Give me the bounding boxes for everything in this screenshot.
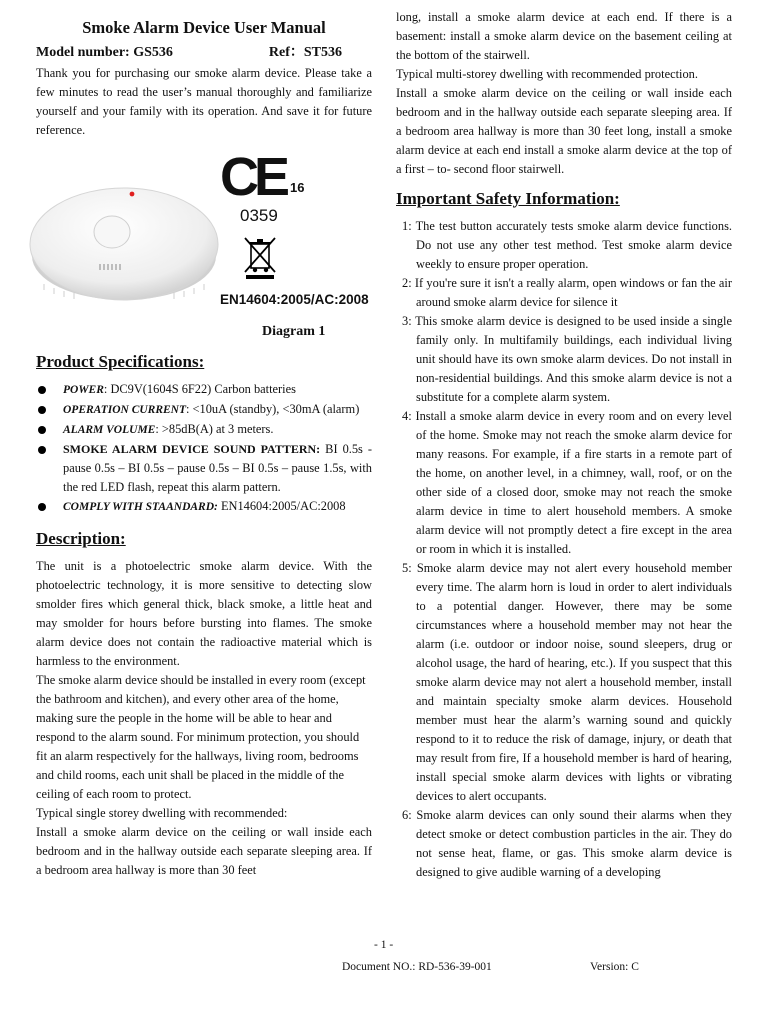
- specs-heading: Product Specifications:: [36, 352, 205, 371]
- description-paragraph: The smoke alarm device should be installed in every room (except the bathroom and kitchen), and every other area of the home, making sure the people in the home will be able to hear and respond to the alarm sound. For minimum protection, you should fit an alarm respectively for the hallways, living room, bedrooms and child rooms, each unit shall be placed in the middle of the ceiling of each room to protect.: [36, 673, 366, 801]
- spec-text: EN14604:2005/AC:2008: [217, 499, 346, 513]
- safety-item: 2: If you're sure it isn't a really alarm, open windows or fan the air around smoke alarm device for silence it: [402, 276, 732, 309]
- spec-text: : <10uA (standby), <30mA (alarm): [186, 402, 360, 416]
- right-paragraph: Typical multi-storey dwelling with recommended protection.: [396, 67, 698, 81]
- right-paragraph: Install a smoke alarm device on the ceiling or wall inside each bedroom and in the hallway outside each separate sleeping area. If a bedroom area hallway is more than 30 feet long, install a smoke alarm device at each end install a smoke alarm device at the top of a first – to- second floor stairwell.: [396, 86, 732, 176]
- spec-item: [36, 497, 372, 517]
- right-column: [396, 8, 732, 882]
- spec-item: [36, 420, 372, 440]
- spec-text: : >85dB(A) at 3 meters.: [155, 422, 274, 436]
- safety-item: 4: Install a smoke alarm device in every room and on every level of the home. Smoke may not reach the smoke alarm device for many reasons. For example, if a fire starts in a remote part of the home, on another level, in a chimney, wall, roof, or on the other side of a closed door, smoke may not reach the smoke alarm device in time to alert household members. A smoke alarm device will not promptly detect a fire except in the area or room in which it is installed.: [402, 409, 732, 556]
- spec-text: BI 0.5s - pause 0.5s – BI 0.5s – pause 0.5s – BI 0.5s – pause 1.5s, with the red LED flash, repeat this alarm pattern.: [63, 442, 373, 494]
- certification-marks: [220, 147, 380, 320]
- standard-mark: EN14604:2005/AC:2008: [220, 292, 369, 307]
- spec-label: POWER: [63, 384, 104, 396]
- right-paragraph: long, install a smoke alarm device at each end. If there is a basement: install a smoke alarm device on the basement ceiling at the bottom of the stairwell.: [396, 10, 732, 62]
- safety-heading: Important Safety Information:: [396, 189, 620, 208]
- spec-item: [36, 380, 372, 400]
- safety-list: [396, 217, 732, 882]
- left-column: [36, 8, 372, 880]
- weee-bin-icon: [242, 234, 278, 280]
- smoke-alarm-image: [24, 164, 224, 312]
- notified-body-number: 0359: [240, 206, 278, 225]
- safety-item: 3: This smoke alarm device is designed to be used inside a single family only. In multifamily buildings, each individual living unit should have its own smoke alarm devices. Do not install in non-residential buildings. And this smoke alarm device is not a substitute for a complete alarm system.: [402, 314, 732, 404]
- led-indicator: [130, 192, 135, 197]
- model-number: Model number: GS536: [36, 45, 173, 60]
- spec-label: COMPLY WITH STAANDARD:: [63, 501, 218, 513]
- description-paragraph: The unit is a photoelectric smoke alarm device. With the photoelectric technology, it is more sensitive to detecting slow smolder fires which general thick, black smoke, a little heat and may smolder for hours before bursting into flames. The smoke alarm device does not contain the radioactive material which is harmless to the environment.: [36, 559, 372, 668]
- specs-list: [36, 380, 372, 517]
- product-figure: [36, 147, 372, 340]
- spec-text: : DC9V(1604S 6F22) Carbon batteries: [103, 382, 296, 396]
- ce-year: 16: [290, 180, 305, 195]
- spec-label: OPERATION CURRENT: [63, 404, 187, 416]
- safety-item: 1: The test button accurately tests smoke alarm device functions. Do not use any other test method. Test smoke alarm device weekly to ensure proper operation.: [402, 219, 732, 271]
- spec-item: [36, 440, 372, 497]
- diagram-caption: Diagram 1: [262, 324, 326, 339]
- safety-item: 6: Smoke alarm devices can only sound their alarms when they detect smoke or detect combustion particles in the air. They do not sense heat, flame, or gas. This smoke alarm device is designed to give audible warning of a developing: [402, 808, 732, 879]
- document-version: Version: C: [590, 961, 639, 973]
- model-row: [36, 42, 372, 64]
- intro-paragraph: Thank you for purchasing our smoke alarm device. Please take a few minutes to read the user’s manual thoroughly and familiarize yourself and your family with its operation. And save it for future reference.: [36, 66, 372, 137]
- description-paragraph: Typical single storey dwelling with recommended:: [36, 806, 288, 820]
- page-number: - 1 -: [374, 939, 394, 951]
- description-heading: Description:: [36, 529, 126, 548]
- safety-item: 5: Smoke alarm device may not alert every household member every time. The alarm horn is loud in order to alert individuals to a potential danger. However, there may be some circumstances where a household member may not hear the alarm (i.e. outdoor or indoor noise, sound sleepers, drug or alcohol usage, the hard of hearing, etc.). If you suspect that this smoke alarm device may not alert a household member, install and maintain specialty smoke alarm devices. Household member must hear the alarm’s warning sound and quickly respond to it to reduce the risk of damage, injury, or death that may result from fire, If a household member is hard of hearing, install special smoke alarm devices with lights or vibrating devices to alert occupants.: [402, 561, 732, 803]
- document-title: Smoke Alarm Device User Manual: [82, 18, 326, 37]
- description-paragraph: Install a smoke alarm device on the ceiling or wall inside each bedroom and in the hallway outside each separate sleeping area. If a bedroom area hallway is more than 30 feet: [36, 825, 372, 877]
- spec-label: ALARM VOLUME: [63, 424, 156, 436]
- spec-item: [36, 400, 372, 420]
- reference-number: Ref：ST536: [268, 45, 342, 60]
- spec-label: SMOKE ALARM DEVICE SOUND PATTERN:: [63, 442, 321, 456]
- ce-mark: CE: [220, 147, 286, 207]
- document-number: Document NO.: RD-536-39-001: [342, 961, 492, 973]
